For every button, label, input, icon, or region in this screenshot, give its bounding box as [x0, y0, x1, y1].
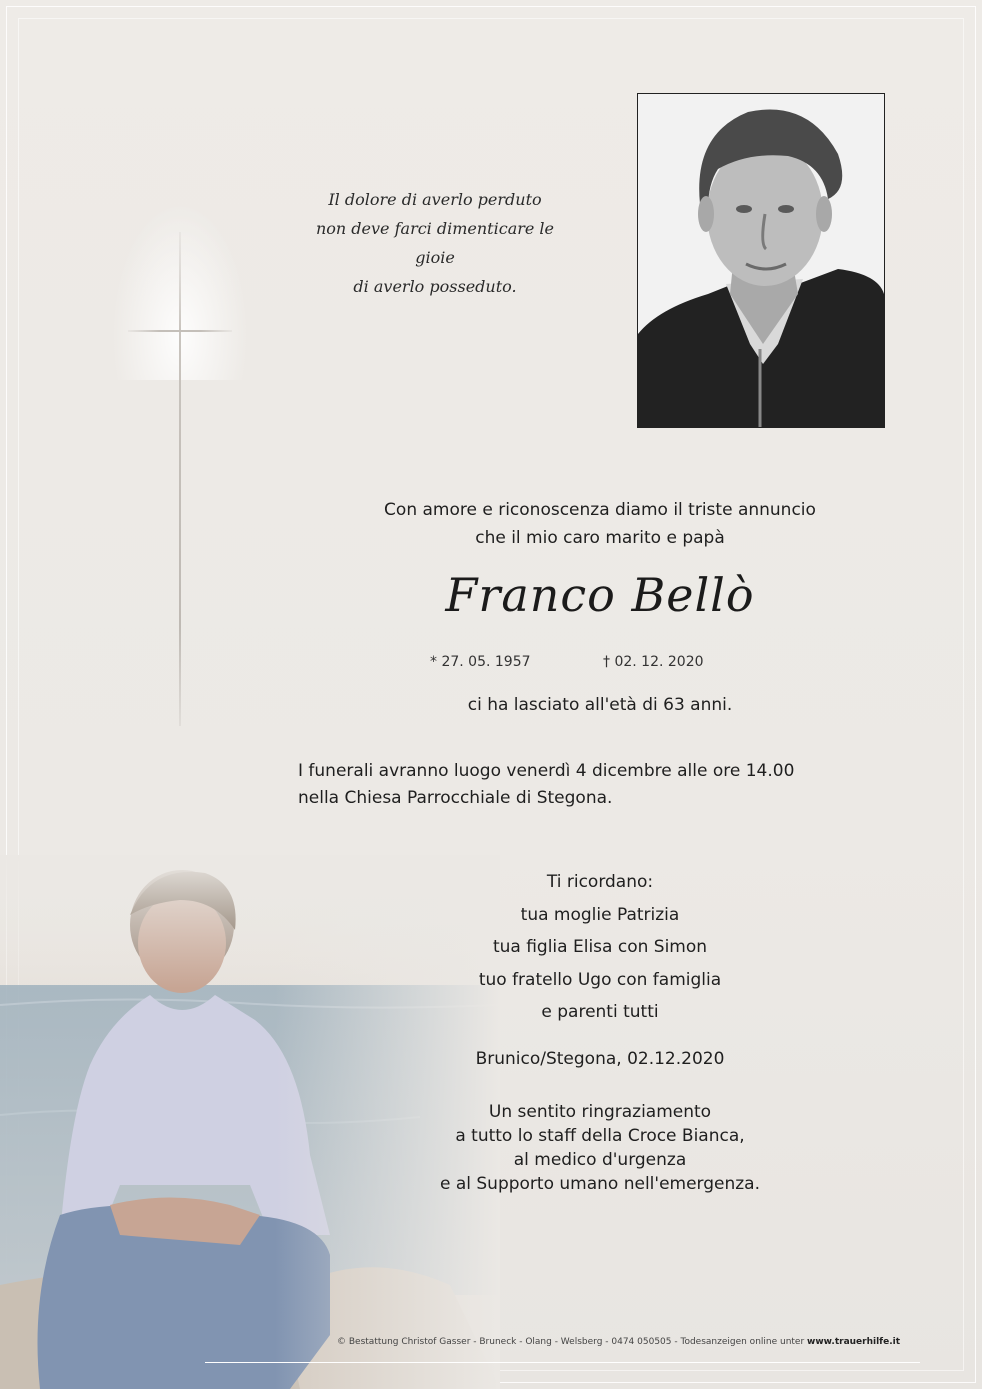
intro-line: Con amore e riconoscenza diamo il triste annuncio: [384, 500, 816, 520]
deceased-name: Franco Bellò: [445, 568, 755, 622]
cross-icon: [179, 232, 181, 726]
footer-credit: [200, 1337, 900, 1347]
funeral-info: [298, 758, 898, 812]
mourner-line: e parenti tutti: [541, 1002, 659, 1022]
age-statement: ci ha lasciato all'età di 63 anni.: [467, 695, 733, 715]
footer-link[interactable]: www.trauerhilfe.it: [807, 1337, 900, 1347]
funeral-line: I funerali avranno luogo venerdì 4 dicembre alle ore 14.00: [298, 761, 795, 781]
birth-date: * 27. 05. 1957: [430, 654, 531, 670]
mourner-line: tua moglie Patrizia: [520, 904, 680, 925]
cross-crossbar: [128, 330, 232, 332]
footer-text: © Bestattung Christof Gasser - Bruneck - Olang - Welsberg - 0474 050505 - Todesanzeigen online unter: [337, 1337, 808, 1347]
funeral-line: nella Chiesa Parrocchiale di Stegona.: [298, 788, 613, 808]
announcement-intro: [280, 496, 920, 552]
quote-line: Il dolore di averlo perduto: [328, 190, 542, 209]
mourner-line: tuo fratello Ugo con famiglia: [478, 969, 722, 990]
thanks-line: a tutto lo staff della Croce Bianca,: [455, 1126, 745, 1146]
quote-line: non deve farci dimenticare le gioie: [315, 219, 555, 267]
mourners-list: [280, 866, 920, 1029]
intro-line: che il mio caro marito e papà: [475, 528, 725, 548]
memorial-quote: [300, 185, 570, 301]
thanks-line: e al Supporto umano nell'emergenza.: [439, 1174, 761, 1194]
thanks-line: al medico d'urgenza: [513, 1150, 687, 1170]
place-date: Brunico/Stegona, 02.12.2020: [475, 1049, 725, 1069]
thanks-block: [280, 1100, 920, 1196]
thanks-line: Un sentito ringraziamento: [488, 1102, 712, 1122]
portrait-photo: [637, 93, 885, 428]
footer-divider: [205, 1362, 920, 1363]
death-date: † 02. 12. 2020: [603, 654, 704, 670]
mourner-line: tua figlia Elisa con Simon: [492, 937, 708, 957]
quote-line: di averlo posseduto.: [353, 277, 517, 296]
mourners-heading: Ti ricordano:: [546, 872, 654, 892]
